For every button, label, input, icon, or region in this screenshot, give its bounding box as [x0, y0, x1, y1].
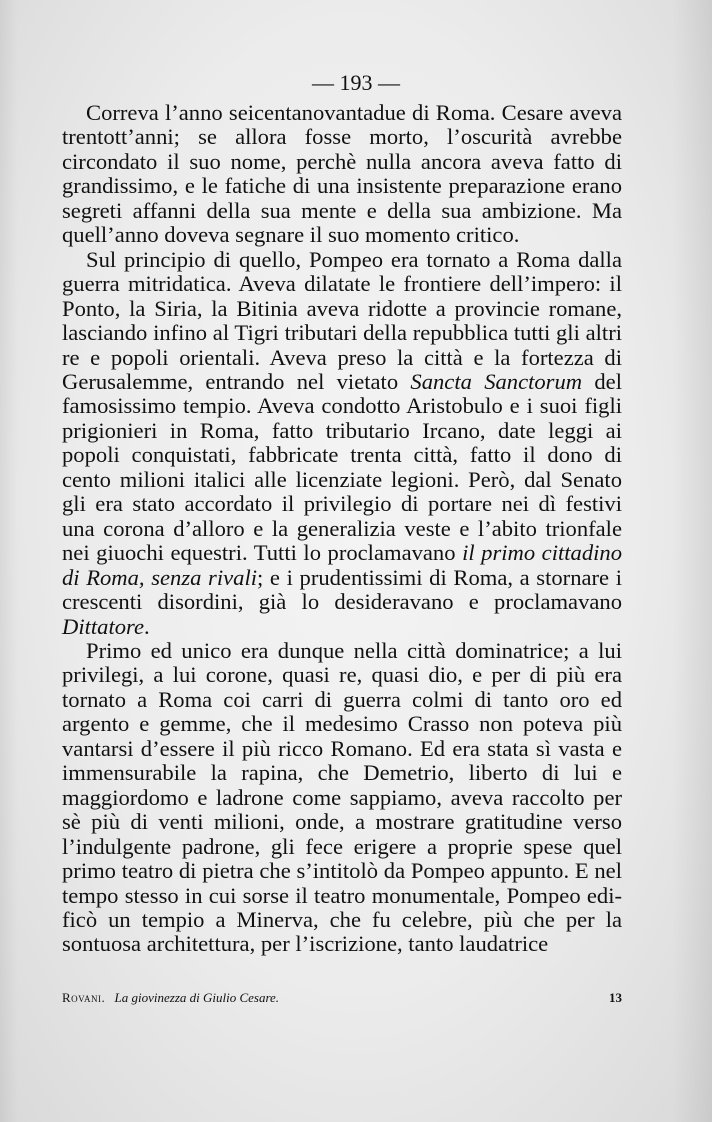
page-edge-shadow-right — [672, 0, 712, 1122]
paragraph — [62, 101, 622, 248]
text-run: Correva l’anno seicentanovantadue di Roma. Cesare aveva trentott’anni; se allora fosse morto, l’oscurità avrebbe circondato il suo nome, perchè nulla ancora aveva fatto di grandissimo, e le fatiche di una insistente preparazione erano segreti affanni della sua mente e della sua ambizione. Ma quell’anno doveva segnare il suo momento critico. — [62, 100, 622, 248]
italic-text: Dittatore — [62, 613, 145, 639]
page-number: — 193 — — [312, 70, 400, 95]
paragraph — [62, 248, 622, 639]
body-text — [62, 101, 622, 957]
text-run: Sul principio di quello, Pompeo era tornato a Roma dalla guerra mitridatica. Aveva dilatate le frontiere dell’impero: il Ponto, la Siria, la Bitinia aveva ridotte a provincie romane, lasciando infino al Tigri tributari della repubblica tutti gli altri re e popoli orientali. Aveva preso la città e la fortezza di Gerusalemme, entrando nel vietato — [62, 246, 622, 394]
footer-author: Rovani. — [62, 990, 106, 1005]
footer-book-title: La giovinezza di Giulio Cesare. — [114, 990, 280, 1005]
page-edge-shadow-left — [0, 0, 18, 1122]
paragraph — [62, 639, 622, 957]
text-run: del famosissimo tempio. Aveva condotto Aristobulo e i suoi figli prigionieri in Roma, fatto tributario Ircano, date leggi ai popoli conquistati, fabbricate trenta città, fatto il dono di cento milioni italici alle licenziate legioni. Però, dal Senato gli era stato accordato il privilegio di portare nei dì festivi una corona d’alloro e la generalizia veste e l’abito trionfale nei giuochi equestri. Tutti lo proclamavano — [62, 368, 622, 566]
text-run: ; e i prudentissimi di Roma, a stornare i crescenti disordini, già lo desideravano e proclamavano — [62, 564, 622, 615]
text-run: . — [144, 613, 150, 639]
italic-text: Sancta Sanctorum — [410, 368, 583, 394]
page-footer — [62, 990, 622, 1006]
signature-mark: 13 — [609, 990, 622, 1005]
italic-text: il primo cittadino di Roma, senza rivali — [62, 540, 622, 590]
text-run: Primo ed unico era dunque nella città dominatrice; a lui privilegi, a lui corone, quasi re, quasi dio, e per di più era tornato a Roma coi carri di guerra colmi di tanto oro ed argento e gemme, che il medesimo Crasso non poteva più vantarsi d’essere il più ricco Romano. Ed era stata sì vasta e immensurabile la rapina, che Demetrio, liberto di lui e maggiordomo e ladrone come sappiamo, aveva raccolto per sè più di venti milioni, onde, a mostrare gratitudine verso l’indulgente padrone, gli fece erigere a proprie spese quel primo teatro di pietra che s’intitolò da Pompeo appunto. E nel tempo stesso in cui sorse il teatro monumentale, Pompeo edificò un tempio a Minerva, che fu celebre, più che per la sontuosa architettura, per l’iscrizione, tanto laudatrice — [62, 637, 622, 957]
